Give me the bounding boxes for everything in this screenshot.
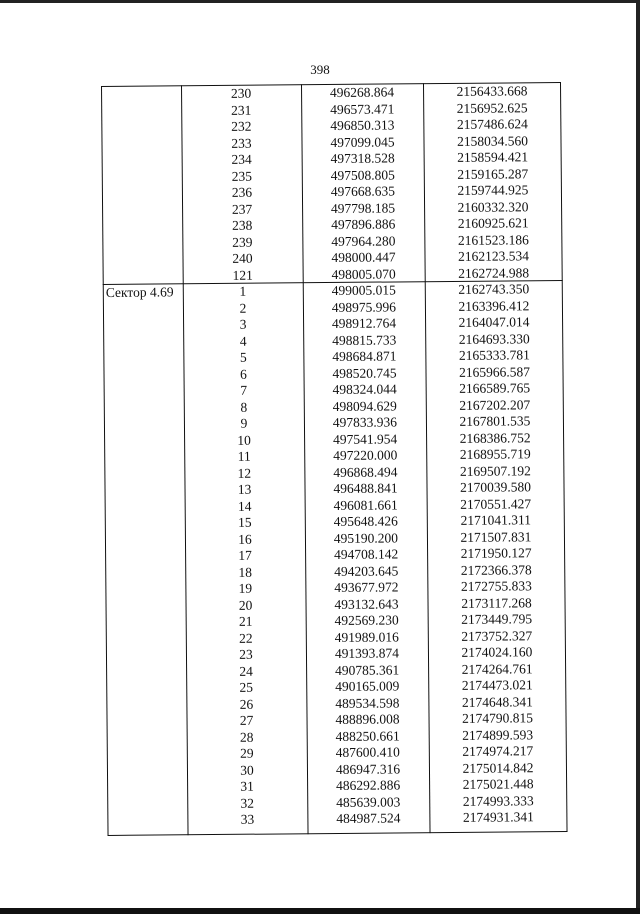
x-coordinate-cell: 495648.426 bbox=[333, 513, 398, 529]
point-number-cell: 7 bbox=[240, 382, 248, 398]
y-coordinate-cell: 2160925.621 bbox=[457, 215, 529, 231]
point-number-cell: 240 bbox=[232, 250, 253, 266]
x-coordinate-cell: 498520.745 bbox=[332, 364, 397, 381]
x-coordinate-cell: 498094.629 bbox=[332, 397, 397, 414]
point-number-cell: 18 bbox=[238, 564, 253, 580]
y-coordinate-cell: 2162123.534 bbox=[457, 248, 530, 264]
point-number-cell: 8 bbox=[240, 399, 248, 415]
y-coordinate-cell: 2168386.752 bbox=[459, 429, 531, 446]
y-coordinate-cell: 2173117.268 bbox=[461, 594, 532, 611]
x-coordinate-cell: 497896.886 bbox=[331, 216, 396, 232]
y-coordinate-cell: 2165333.781 bbox=[458, 347, 530, 363]
x-coordinate-cell: 497668.635 bbox=[330, 183, 396, 199]
scan-edge-right bbox=[636, 0, 640, 914]
point-number-cell: 13 bbox=[237, 481, 252, 497]
x-coordinate-cell: 491989.016 bbox=[334, 628, 399, 645]
point-number-cell: 233 bbox=[231, 135, 252, 151]
x-coordinate-cell: 493677.972 bbox=[334, 579, 399, 595]
point-number-cell: 24 bbox=[239, 663, 253, 679]
point-number-cell: 1 bbox=[239, 283, 247, 299]
point-number-cell: 12 bbox=[237, 465, 252, 481]
y-coordinate-cell: 2175021.448 bbox=[462, 776, 534, 792]
coordinates-table bbox=[101, 82, 568, 836]
y-coordinate-cell: 2174473.021 bbox=[461, 677, 533, 693]
point-number-cell: 27 bbox=[239, 712, 254, 728]
point-number-cell: 20 bbox=[238, 597, 253, 613]
x-coordinate-cell: 496268.864 bbox=[329, 84, 395, 101]
y-coordinate-cell: 2160332.320 bbox=[457, 198, 529, 215]
point-number-cell: 232 bbox=[231, 118, 252, 134]
x-coordinate-cell: 497099.045 bbox=[330, 133, 395, 150]
x-coordinate-cell: 488250.661 bbox=[335, 727, 400, 744]
y-coordinate-cell: 2171041.311 bbox=[460, 512, 532, 528]
x-coordinate-cell: 489534.598 bbox=[335, 694, 400, 711]
point-number-cell: 19 bbox=[238, 580, 253, 596]
x-coordinate-cell: 495190.200 bbox=[333, 529, 399, 546]
point-number-cell: 21 bbox=[238, 613, 253, 629]
point-number-cell: 17 bbox=[238, 547, 252, 563]
point-number-cell: 234 bbox=[231, 151, 252, 167]
x-coordinate-cell: 491393.874 bbox=[334, 645, 400, 661]
point-number-cell: 235 bbox=[231, 168, 252, 184]
point-number-cell: 238 bbox=[232, 217, 253, 233]
y-coordinate-cell: 2169507.192 bbox=[459, 462, 531, 479]
point-number-cell: 31 bbox=[240, 778, 254, 794]
point-number-cell: 2 bbox=[239, 300, 247, 316]
x-coordinate-cell: 496488.841 bbox=[333, 480, 398, 496]
x-coordinate-cell: 497508.805 bbox=[330, 166, 395, 183]
point-number-cell: 10 bbox=[237, 432, 251, 448]
point-number-cell: 15 bbox=[237, 514, 252, 530]
y-coordinate-cell: 2157486.624 bbox=[456, 116, 528, 132]
x-coordinate-cell: 490165.009 bbox=[335, 678, 400, 694]
y-coordinate-cell: 2156433.668 bbox=[456, 83, 528, 99]
y-coordinate-cell: 2170551.427 bbox=[460, 495, 532, 512]
y-coordinate-cell: 2162743.350 bbox=[458, 281, 530, 297]
x-coordinate-cell: 496850.313 bbox=[330, 117, 395, 134]
point-number-cell: 230 bbox=[230, 85, 252, 101]
point-number-cell: 237 bbox=[231, 201, 253, 217]
x-coordinate-cell: 496081.661 bbox=[333, 496, 398, 513]
y-coordinate-cell: 2172755.833 bbox=[460, 578, 532, 594]
table-border-bottom bbox=[108, 831, 568, 836]
y-coordinate-cell: 2167801.535 bbox=[459, 413, 531, 429]
y-coordinate-cell: 2174264.761 bbox=[461, 660, 533, 677]
x-coordinate-cell: 484987.524 bbox=[336, 810, 401, 826]
point-number-cell: 121 bbox=[232, 267, 253, 283]
x-coordinate-cell: 497220.000 bbox=[333, 447, 398, 463]
y-coordinate-cell: 2159165.287 bbox=[457, 165, 529, 182]
x-coordinate-cell: 496573.471 bbox=[330, 100, 395, 117]
y-coordinate-cell: 2163396.412 bbox=[458, 297, 530, 314]
x-coordinate-cell: 488896.008 bbox=[335, 711, 400, 727]
point-number-cell: 23 bbox=[239, 646, 253, 662]
y-coordinate-cell: 2172366.378 bbox=[460, 561, 532, 578]
x-coordinate-cell: 494708.142 bbox=[333, 546, 399, 562]
x-coordinate-cell: 487600.410 bbox=[335, 744, 400, 760]
point-number-cell: 231 bbox=[231, 102, 252, 118]
point-number-cell: 3 bbox=[239, 316, 247, 332]
x-coordinate-cell: 490785.361 bbox=[334, 661, 400, 678]
y-coordinate-cell: 2164047.014 bbox=[458, 314, 530, 330]
y-coordinate-cell: 2174931.341 bbox=[462, 809, 534, 825]
y-coordinate-cell: 2173752.327 bbox=[461, 627, 533, 644]
y-coordinate-cell: 2167202.207 bbox=[459, 396, 531, 413]
y-coordinate-cell: 2161523.186 bbox=[457, 231, 529, 248]
x-coordinate-cell: 492569.230 bbox=[334, 612, 399, 628]
x-coordinate-cell: 496868.494 bbox=[333, 463, 398, 480]
point-number-cell: 239 bbox=[232, 234, 253, 250]
x-coordinate-cell: 493132.643 bbox=[334, 595, 399, 612]
x-coordinate-cell: 486292.886 bbox=[335, 777, 401, 793]
y-coordinate-cell: 2174974.217 bbox=[462, 743, 534, 759]
x-coordinate-cell: 497318.528 bbox=[330, 150, 395, 166]
y-coordinate-cell: 2164693.330 bbox=[458, 330, 530, 347]
point-number-cell: 14 bbox=[237, 498, 252, 514]
y-coordinate-cell: 2173449.795 bbox=[461, 611, 533, 627]
y-coordinate-cell: 2158594.421 bbox=[457, 149, 529, 165]
y-coordinate-cell: 2174648.341 bbox=[461, 693, 533, 710]
table-row bbox=[107, 809, 567, 830]
y-coordinate-cell: 2166589.765 bbox=[459, 380, 531, 396]
scan-edge-top bbox=[0, 0, 640, 3]
x-coordinate-cell: 497541.954 bbox=[332, 430, 398, 447]
x-coordinate-cell: 498815.733 bbox=[332, 331, 397, 348]
x-coordinate-cell: 486947.316 bbox=[335, 760, 401, 777]
y-coordinate-cell: 2165966.587 bbox=[459, 363, 531, 380]
y-coordinate-cell: 2174899.593 bbox=[462, 726, 534, 743]
x-coordinate-cell: 498684.871 bbox=[332, 348, 397, 364]
point-number-cell: 25 bbox=[239, 679, 254, 695]
point-number-cell: 26 bbox=[239, 696, 254, 712]
y-coordinate-cell: 2162724.988 bbox=[458, 264, 530, 281]
point-number-cell: 4 bbox=[239, 333, 247, 349]
x-coordinate-cell: 498000.447 bbox=[331, 249, 396, 265]
sector-label: Сектор 4.69 bbox=[105, 284, 174, 300]
y-coordinate-cell: 2171507.831 bbox=[460, 528, 532, 545]
y-coordinate-cell: 2168955.719 bbox=[459, 446, 531, 462]
point-number-cell: 11 bbox=[237, 448, 251, 464]
page-number: 398 bbox=[310, 62, 330, 77]
y-coordinate-cell: 2174790.815 bbox=[462, 710, 534, 726]
y-coordinate-cell: 2158034.560 bbox=[456, 132, 528, 149]
point-number-cell: 16 bbox=[238, 531, 252, 547]
point-number-cell: 9 bbox=[240, 415, 248, 431]
x-coordinate-cell: 499005.015 bbox=[331, 282, 396, 298]
point-number-cell: 30 bbox=[240, 762, 254, 778]
point-number-cell: 29 bbox=[240, 745, 254, 761]
point-number-cell: 33 bbox=[240, 811, 255, 827]
x-coordinate-cell: 494203.645 bbox=[334, 562, 399, 579]
point-number-cell: 6 bbox=[240, 366, 247, 382]
y-coordinate-cell: 2159744.925 bbox=[457, 182, 529, 198]
x-coordinate-cell: 498005.070 bbox=[331, 265, 396, 282]
x-coordinate-cell: 498912.764 bbox=[331, 315, 397, 331]
point-number-cell: 28 bbox=[239, 729, 254, 745]
scan-edge-bottom bbox=[0, 908, 640, 914]
x-coordinate-cell: 497798.185 bbox=[330, 199, 396, 216]
point-number-cell: 22 bbox=[239, 630, 253, 646]
x-coordinate-cell: 498324.044 bbox=[332, 381, 397, 397]
y-coordinate-cell: 2171950.127 bbox=[460, 545, 532, 561]
y-coordinate-cell: 2175014.842 bbox=[462, 759, 534, 776]
point-number-cell: 5 bbox=[239, 349, 247, 365]
x-coordinate-cell: 485639.003 bbox=[336, 793, 401, 810]
x-coordinate-cell: 497833.936 bbox=[332, 414, 398, 430]
y-coordinate-cell: 2156952.625 bbox=[456, 99, 528, 116]
x-coordinate-cell: 498975.996 bbox=[331, 298, 397, 315]
y-coordinate-cell: 2174993.333 bbox=[462, 792, 534, 809]
y-coordinate-cell: 2170039.580 bbox=[460, 479, 532, 495]
point-number-cell: 236 bbox=[231, 184, 253, 200]
x-coordinate-cell: 497964.280 bbox=[331, 232, 396, 249]
point-number-cell: 32 bbox=[240, 795, 255, 811]
y-coordinate-cell: 2174024.160 bbox=[461, 644, 533, 660]
